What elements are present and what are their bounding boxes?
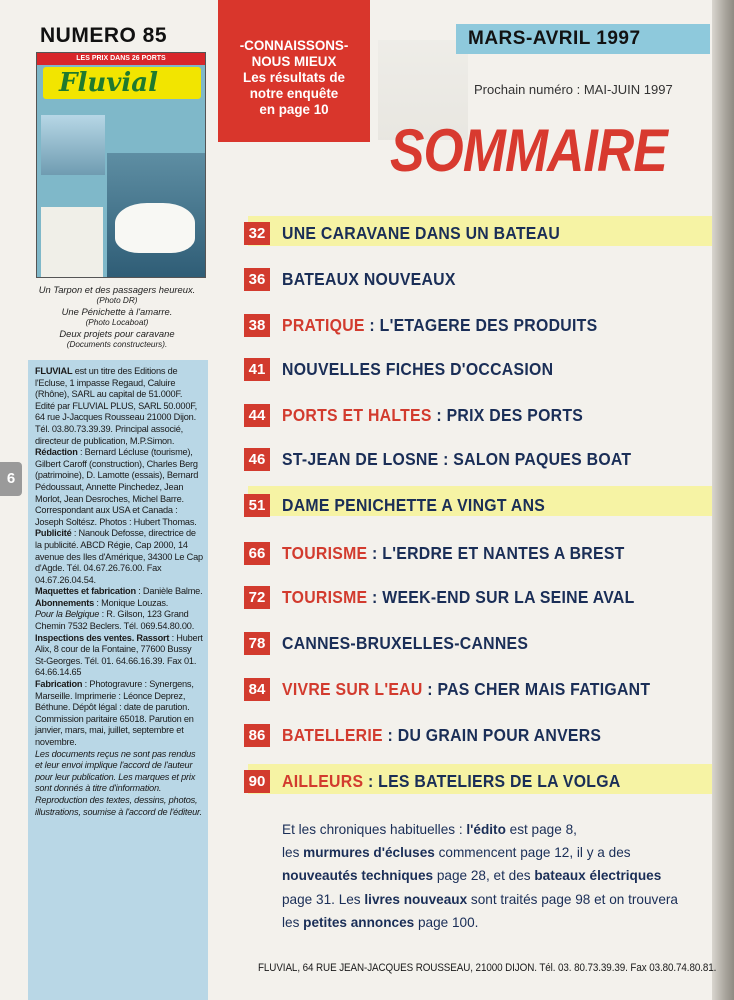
toc-page-number: 41 [244,358,270,381]
toc-separator: : [364,314,380,335]
toc-category: PORTS ET HALTES [282,404,432,425]
toc-separator: : [367,542,383,563]
survey-callout [218,0,370,142]
toc-entry [244,402,609,428]
survey-line-4: notre enquête [249,86,339,101]
toc-page-number: 36 [244,268,270,291]
toc-entry [244,768,650,794]
caption-credit-3: (Documents constructeurs). [66,340,168,349]
toc-title [282,223,560,244]
caption-line-2: Une Pénichette à l'amarre. [61,306,173,317]
masthead-legal: Les documents reçus ne sont pas rendus et leur envoi implique l'accord de l'auteur pour leur publication. Les marques et prix sont donnés à titre d'information. Reproduction des textes, dessins, photos, illustrations, soumise à l'accord de l'éditeur. [35,748,202,817]
toc-title [282,449,631,470]
survey-line-1: -CONNAISSONS- [239,38,349,53]
caption-line-1: Un Tarpon et des passagers heureux. [38,284,196,295]
toc-separator: : [367,586,383,607]
survey-line-3: Les résultats de [243,70,345,85]
toc-entry [244,312,625,338]
toc-title [282,633,528,654]
cover-caption [22,284,212,350]
toc-title-text: CANNES-BRUXELLES-CANNES [282,632,529,653]
caption-credit-1: (Photo DR) [96,296,138,305]
toc-title-text: UNE CARAVANE DANS UN BATEAU [282,222,561,243]
toc-title-text: L'ERDRE ET NANTES A BREST [382,542,625,563]
cover-inset-photo [41,115,105,175]
toc-category: TOURISME [282,542,368,563]
toc-title [282,359,553,380]
toc-title-text: PRIX DES PORTS [446,404,584,425]
toc-title [282,405,583,426]
toc-title-text: DU GRAIN POUR ANVERS [397,724,602,745]
toc-page-number: 38 [244,314,270,337]
toc-separator: : [382,724,398,745]
masthead-abonnements: Abonnements : Monique Louzas. Pour la Belgique : R. Gilson, 123 Grand Chemin 7532 Beclers. Tél. 069.54.80.00. [35,597,195,632]
toc-title [282,495,545,516]
toc-category: VIVRE SUR L'EAU [282,678,423,699]
survey-line-2: NOUS MIEUX [251,54,337,69]
toc-page-number: 51 [244,494,270,517]
toc-title [282,771,621,792]
toc-page-number: 32 [244,222,270,245]
issue-number: NUMERO 85 [40,24,168,47]
toc-title [282,269,456,290]
toc-entry [244,676,682,702]
masthead-inspections: Inspections des ventes. Rassort : Hubert Alix, 8 cour de la Fontaine, 77600 Bussy St-Georges. Tél. 01. 64.66.16.39. Fax 01. 64.66.14.65 [35,632,203,678]
next-issue-note: Prochain numéro : MAI-JUIN 1997 [474,82,673,97]
masthead-maquettes: Maquettes et fabrication : Danièle Balme. [35,586,203,597]
toc-title [282,315,597,336]
page-title: SOMMAIRE [390,117,667,184]
survey-line-5: en page 10 [259,102,329,117]
toc-title-text: DAME PENICHETTE A VINGT ANS [282,494,546,515]
cover-inset-list [41,207,103,277]
toc-title [282,679,650,700]
toc-page-number: 46 [244,448,270,471]
toc-page-number: 90 [244,770,270,793]
toc-entry [244,220,584,246]
toc-separator: : [422,678,438,699]
toc-title [282,587,635,608]
toc-title-text: LES BATELIERS DE LA VOLGA [378,770,621,791]
toc-page-number: 72 [244,586,270,609]
toc-page-number: 84 [244,678,270,701]
page-number-tab: 6 [0,462,22,496]
masthead-publisher: FLUVIAL est un titre des Editions de l'Ecluse, 1 impasse Regaud, Caluire (Rhône), SARL au capital de 51.000F. Edité par FLUVIAL PLUS, SARL 50.000F, 64 rue J-Jacques Rousseau 21000 Dijon. Tél. 03.80.73.39.39. Principal associé, directeur de publication, M.P.Simon. [35,366,197,446]
toc-category: PRATIQUE [282,314,365,335]
toc-title-text: NOUVELLES FICHES D'OCCASION [282,358,554,379]
toc-entry [244,630,550,656]
toc-title [282,725,601,746]
masthead-publicite: Publicité : Nanouk Defosse, directrice de la publicité. ABCD Régie, Cap 2000, 14 avenue des Iles d'Amérique, 34300 Le Cap d'Agde. Tél. 04.67.26.76.00. Fax 04.67.26.04.54. [35,528,203,585]
toc-entry [244,356,577,382]
toc-entry [244,584,665,610]
toc-title-text: PAS CHER MAIS FATIGANT [437,678,651,699]
toc-page-number: 86 [244,724,270,747]
toc-page-number: 66 [244,542,270,565]
toc-title-text: BATEAUX NOUVEAUX [282,268,456,289]
toc-separator: : [431,404,447,425]
toc-entry [244,540,654,566]
cover-thumbnail [36,52,206,278]
toc-title [282,543,625,564]
masthead-redaction: Rédaction : Bernard Lécluse (tourisme), Gilbert Caroff (construction), Charles Berg (patrimoine), D. Lamotte (essais), Bernard Pédoussaut, Annette Pinchedez, Jean Morlot, Jean Desroches, Michel Barre. Correspondant aux USA et Canada : Joseph Soltész. Photos : Hubert Thomas. [35,447,199,527]
toc-title-text: L'ETAGERE DES PRODUITS [379,314,598,335]
toc-entry [244,722,629,748]
cover-top-strip: LES PRIX DANS 26 PORTS [37,53,205,65]
toc-entry [244,266,471,292]
toc-entry [244,446,662,472]
chroniques-paragraph: Et les chroniques habituelles : l'édito est page 8, les murmures d'écluses commencent page 12, il y a des nouveautés techniques page 28, et des bateaux électriques page 31. Les livres nouveaux sont traités page 98 et on trouvera les petites annonces page 100. [282,822,678,930]
footer-address: FLUVIAL, 64 RUE JEAN-JACQUES ROUSSEAU, 21000 DIJON. Tél. 03. 80.73.39.39. Fax 03.80.74.80.81. [258,962,717,974]
caption-credit-2: (Photo Locaboat) [85,318,149,327]
toc-title-text: ST-JEAN DE LOSNE : SALON PAQUES BOAT [282,448,632,469]
toc-title-text: WEEK-END SUR LA SEINE AVAL [382,586,635,607]
toc-page-number: 44 [244,404,270,427]
toc-category: AILLEURS [282,770,364,791]
toc-category: BATELLERIE [282,724,383,745]
toc-separator: : [363,770,379,791]
boat-hull-shape [115,203,195,253]
issue-date-banner: MARS-AVRIL 1997 [456,24,710,54]
toc-page-number: 78 [244,632,270,655]
masthead-box [28,360,208,1000]
toc-entry [244,492,568,518]
cover-logo: Fluvial [43,67,201,99]
masthead-fabrication: Fabrication : Photogravure : Synergens, Marseille. Imprimerie : Léonce Deprez, Béthune. Dépôt légal : date de parution. Commission paritaire 65018. Parution en janvier, mars, mai, juillet, septembre et novembre. [35,679,194,747]
toc-category: TOURISME [282,586,368,607]
caption-line-3: Deux projets pour caravane [59,328,175,339]
